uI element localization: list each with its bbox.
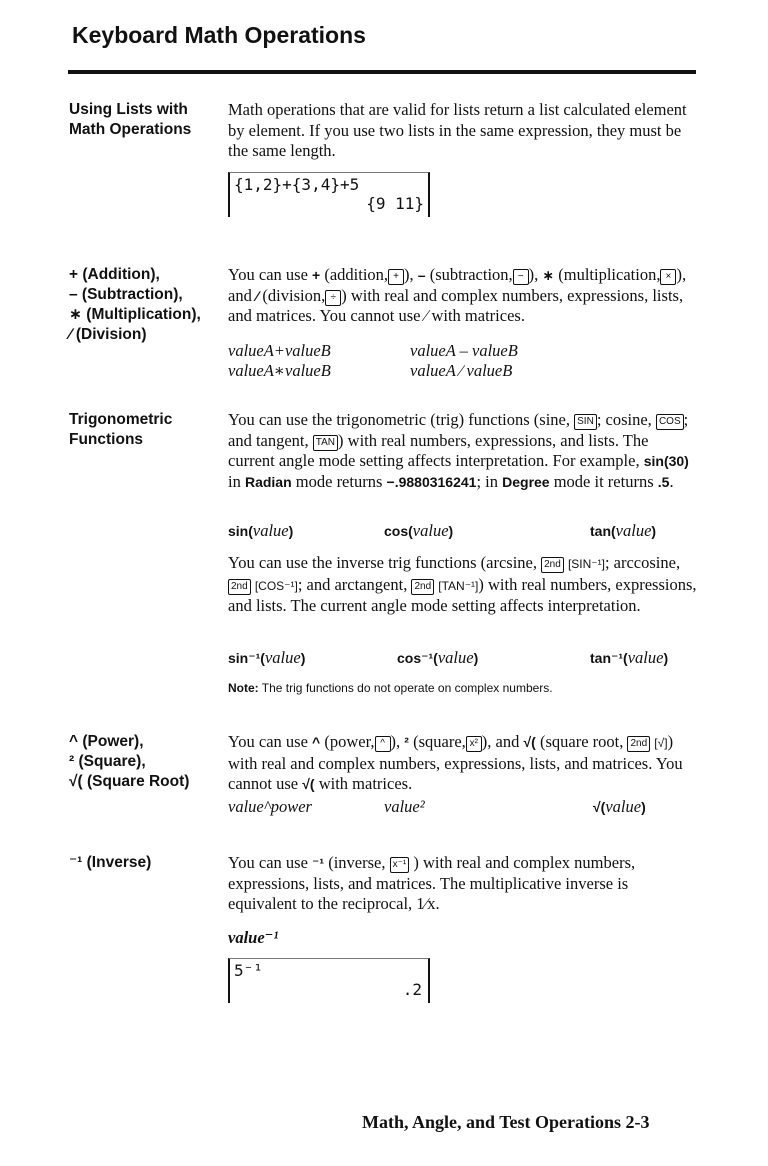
section-heading-trig bbox=[69, 410, 172, 450]
heading-line: Functions bbox=[69, 431, 144, 448]
minus-key-icon: − bbox=[513, 269, 529, 285]
syntax-cos: cos(value) bbox=[384, 521, 454, 540]
paragraph: You can use the trigonometric (trig) functions (sine, SIN ; cosine, COS ; and tangent, TAN ) with real numbers, expressions, and lists. The current angle mode setting affects interpretation. For example, sin(30) in Radian mode returns −.9880316241; in Degree mode it returns .5. bbox=[228, 410, 689, 491]
screen-result: {9 11} bbox=[366, 194, 424, 213]
second-key-icon: 2nd bbox=[411, 579, 434, 595]
section-body-trig-inverse bbox=[228, 553, 698, 617]
heading-line: ² (Square), bbox=[69, 753, 146, 770]
syntax-sin: sin(value) bbox=[228, 521, 294, 540]
sin-key-icon: SIN bbox=[574, 414, 597, 430]
screen-input: 5⁻¹ bbox=[234, 961, 263, 980]
heading-line: + (Addition), bbox=[69, 266, 160, 283]
heading-line: ∗ (Multiplication), bbox=[69, 306, 201, 323]
paragraph: You can use ⁻¹ (inverse, x⁻¹ ) with real and complex numbers, expressions, lists, and matrices. The multiplicative inverse is equivalent to the reciprocal, 1∕x. bbox=[228, 853, 636, 913]
second-key-icon: 2nd bbox=[228, 579, 251, 595]
heading-line: ^ (Power), bbox=[69, 733, 144, 750]
section-body-lists bbox=[228, 100, 698, 162]
syntax-divide: valueA ∕ valueB bbox=[410, 361, 513, 380]
note: Note: The trig functions do not operate on complex numbers. bbox=[228, 681, 553, 695]
multiply-key-icon: × bbox=[660, 269, 676, 285]
syntax-sqrt: √(value) bbox=[593, 797, 646, 816]
page-title: Keyboard Math Operations bbox=[72, 22, 366, 48]
section-body-trig bbox=[228, 410, 698, 492]
paragraph: You can use ^ (power, ^ ), ² (square, x² ), and √( (square root, 2nd [√]) with real and complex numbers, expressions, lists, and matrices. You cannot use √( with matrices. bbox=[228, 732, 683, 793]
cos-key-icon: COS bbox=[656, 414, 684, 430]
syntax-inverse: value⁻¹ bbox=[228, 928, 279, 947]
syntax-arccos: cos⁻¹(value) bbox=[397, 648, 479, 667]
heading-line: √( (Square Root) bbox=[69, 773, 190, 790]
section-heading-power bbox=[69, 732, 189, 792]
syntax-tan: tan(value) bbox=[590, 521, 657, 540]
paragraph: Math operations that are valid for lists return a list calculated element by element. If you use two lists in the same expression, they must be the same length. bbox=[228, 100, 687, 160]
title-rule bbox=[68, 70, 696, 74]
heading-line: ∕ (Division) bbox=[69, 326, 147, 343]
section-heading-inverse bbox=[69, 853, 151, 873]
screen-input: {1,2}+{3,4}+5 bbox=[234, 175, 360, 194]
section-heading-lists bbox=[69, 100, 191, 140]
section-body-inverse bbox=[228, 853, 698, 915]
second-key-icon: 2nd bbox=[627, 736, 650, 752]
syntax-add: valueA+valueB bbox=[228, 341, 331, 360]
second-key-icon: 2nd bbox=[541, 557, 564, 573]
syntax-square: value² bbox=[384, 797, 425, 816]
inverse-key-icon: x⁻¹ bbox=[390, 857, 410, 873]
heading-line: ⁻¹ (Inverse) bbox=[69, 854, 152, 871]
tan-key-icon: TAN bbox=[313, 435, 338, 451]
paragraph: You can use + (addition, + ), – (subtraction, − ), ∗ (multiplication, × ), and ∕ (division, ÷ ) with real and complex numbers, expressions, lists, and matrices. You cannot use ∕ with matrices. bbox=[228, 265, 687, 325]
section-heading-arithmetic bbox=[69, 265, 201, 345]
heading-line: Using Lists with bbox=[69, 101, 188, 118]
syntax-arcsin: sin⁻¹(value) bbox=[228, 648, 306, 667]
syntax-multiply: valueA∗valueB bbox=[228, 361, 331, 380]
plus-key-icon: + bbox=[388, 269, 404, 285]
heading-line: Trigonometric bbox=[69, 411, 173, 428]
screen-result: .2 bbox=[402, 980, 422, 999]
calculator-screen-lists bbox=[228, 172, 430, 217]
heading-line: Math Operations bbox=[69, 121, 192, 138]
square-key-icon: x² bbox=[466, 736, 482, 752]
divide-key-icon: ÷ bbox=[325, 290, 341, 306]
heading-line: – (Subtraction), bbox=[69, 286, 183, 303]
power-key-icon: ^ bbox=[375, 736, 391, 752]
page-footer: Math, Angle, and Test Operations 2-3 bbox=[362, 1112, 650, 1132]
syntax-arctan: tan⁻¹(value) bbox=[590, 648, 669, 667]
syntax-subtract: valueA – valueB bbox=[410, 341, 518, 360]
paragraph: You can use the inverse trig functions (arcsine, 2nd [SIN⁻¹]; arccosine, 2nd [COS⁻¹]; and arctangent, 2nd [TAN⁻¹]) with real numbers, expressions, and lists. The current angle mode setting affects interpretation. bbox=[228, 553, 697, 615]
calculator-screen-inverse bbox=[228, 958, 430, 1003]
section-body-power bbox=[228, 732, 698, 795]
syntax-power: value^power bbox=[228, 797, 312, 816]
section-body-arithmetic bbox=[228, 265, 698, 327]
